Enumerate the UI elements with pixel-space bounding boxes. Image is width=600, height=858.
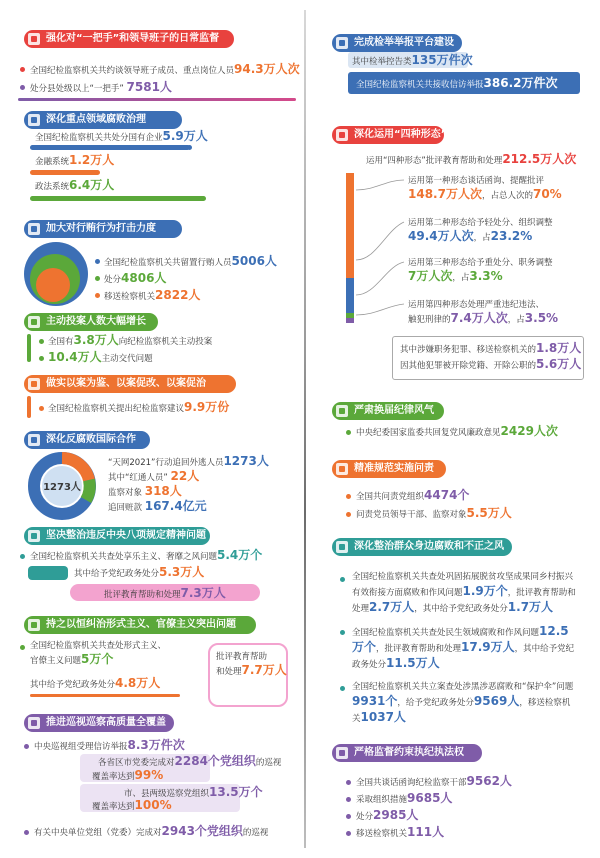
fugitive-donut (26, 450, 98, 522)
stat-line: 中央巡视组受理信访举报8.3万件次 (34, 738, 185, 752)
stat-line: 全国共问责党组织4474个 (356, 488, 470, 502)
section-title: 精准规范实施问责 (354, 463, 434, 474)
section-title: 深化运用“四种形态” (354, 129, 448, 140)
stat-line: 运用第四种形态处理严重违纪违法、 (408, 300, 545, 310)
bullet-dot (95, 293, 100, 298)
section-title: 严肃换届纪律风气 (354, 405, 434, 416)
bullet-dot (20, 85, 25, 90)
stat-line: 全国纪检监察机关共查处形式主义、 (30, 641, 167, 651)
stat-line: 监察对象 318人 (108, 484, 182, 498)
bar-soe (30, 145, 190, 150)
bullet-dot (20, 645, 25, 650)
section-icon (28, 530, 40, 542)
bullet-dot (39, 406, 44, 411)
section-title: 严格监督约束执纪执法权 (354, 747, 464, 758)
section-title: 主动投案人数大幅增长 (46, 316, 146, 327)
stat-paragraph: 全国纪检监察机关共查处民生领域腐败和作风问题12.5万个，批评教育帮助和处理17.9万人，其中给予党纪政务处分11.5万人 (352, 624, 575, 670)
stat-line: 其中给予党纪政务处分4.8万人 (30, 676, 161, 690)
bullet-dot (24, 830, 29, 835)
stat-line: 49.4万人次，占23.2% (408, 229, 533, 243)
stat-line: 运用第三种形态给予重处分、职务调整 (408, 258, 553, 268)
section-header-eight-rules (24, 527, 210, 545)
segment-form-1 (346, 173, 354, 278)
stat-line: 有关中央单位党组（党委）完成对2943个党组织的巡视 (34, 824, 269, 838)
bullet-dot (39, 339, 44, 344)
bullet-dot (20, 554, 25, 559)
section-icon (28, 434, 40, 446)
section-title: 深化整治群众身边腐败和不正之风 (354, 541, 504, 552)
section-icon (28, 717, 40, 729)
bar-disciplined (30, 694, 180, 697)
section-title: 持之以恒纠治形式主义、官僚主义突出问题 (46, 619, 236, 630)
stat-line: 运用第一种形态谈话函询、提醒批评 (408, 176, 545, 186)
section-header-formalism (24, 616, 256, 634)
bullet-dot (346, 430, 351, 435)
bullet-dot (346, 831, 351, 836)
stat-line: “天网2021”行动追回外逃人员1273人 (108, 454, 269, 468)
section-title: 推进巡视巡察高质量全覆盖 (46, 717, 166, 728)
section-header-election-discipline (332, 402, 444, 420)
donut-segment (86, 480, 90, 500)
stat-line: 各省区市党委完成对2284个党组织的巡视 (98, 754, 282, 768)
donut-label: 1273人 (43, 482, 81, 493)
bullet-dot (95, 259, 100, 264)
stat-line: 其中给予党纪政务处分5.3万人 (74, 565, 205, 579)
four-forms-stacked-bar (346, 173, 354, 323)
stat-line: 全国纪检监察机关共接收信访举报386.2万件次 (356, 76, 558, 90)
section-header-surrender (24, 313, 158, 331)
segment-form-4 (346, 318, 354, 323)
bar-disciplined (28, 566, 68, 580)
stat-line: 全国纪检监察机关提出纪检监察建议9.9万份 (48, 400, 230, 414)
stat-line: 全国有3.8万人向纪检监察机关主动投案 (48, 333, 213, 347)
stat-line: 追回赃款 167.4亿元 (108, 499, 207, 513)
bullet-dot (346, 797, 351, 802)
section-title: 强化对“一把手”和领导班子的日常监督 (46, 33, 220, 44)
bullet-dot (346, 512, 351, 517)
bar-end-dot (187, 145, 192, 150)
section-icon (28, 114, 40, 126)
stat-line: 10.4万人主动交代问题 (48, 350, 153, 364)
section-header-case-lessons (24, 375, 236, 393)
section-icon (336, 405, 348, 417)
section-icon (336, 129, 348, 141)
section-title: 深化重点领域腐败治理 (46, 114, 146, 125)
stat-line: 处分4806人 (104, 271, 167, 285)
stat-line: 运用第二种形态给予轻处分、组织调整 (408, 218, 553, 228)
section-title: 加大对行贿行为打击力度 (46, 223, 156, 234)
bubble-line: 批评教育帮助 (216, 652, 268, 662)
section-title: 完成检举举报平台建设 (354, 37, 454, 48)
section-title: 深化反腐败国际合作 (46, 434, 136, 445)
bar-finance (30, 170, 100, 175)
section-icon (336, 541, 348, 553)
bullet-dot (346, 780, 351, 785)
stat-line: 移送检察机关2822人 (104, 288, 201, 302)
bullet-dot (20, 67, 25, 72)
section-icon (28, 619, 40, 631)
stat-line: 移送检察机关111人 (356, 825, 445, 839)
bullet-dot (39, 356, 44, 361)
stat-line: 处分2985人 (356, 808, 419, 822)
bullet-dot (346, 814, 351, 819)
stat-line: 覆盖率达到99% (92, 768, 164, 782)
section-icon (28, 223, 40, 235)
accent-bar (18, 98, 296, 101)
bullet-dot (95, 276, 100, 281)
stat-line: 覆盖率达到100% (92, 798, 172, 812)
stat-line: 因其他犯罪被开除党籍、开除公职的5.6万人 (400, 357, 582, 371)
stat-line: 全国纪检监察机关共留置行贿人员5006人 (104, 254, 277, 268)
stat-line: 其中涉嫌职务犯罪、移送检察机关的1.8万人 (400, 341, 582, 355)
section-header-accountability (332, 460, 446, 478)
section-icon (28, 316, 40, 328)
section-header-bribery (24, 220, 182, 238)
section-header-key-areas (24, 111, 182, 129)
bubble-line: 和处理7.7万人 (216, 663, 287, 677)
stat-line: 全国纪检监察机关共查处享乐主义、奢靡之风问题5.4万个 (30, 548, 263, 562)
section-header-intl-coop (24, 431, 150, 449)
stat-line: 批评教育帮助和处理7.3万人 (104, 586, 226, 600)
bullet-dot (340, 686, 345, 691)
stat-line: 运用“四种形态”批评教育帮助和处理212.5万人次 (366, 152, 577, 166)
circle-inner (36, 268, 70, 302)
section-icon (28, 378, 40, 390)
section-header-inspection (24, 714, 174, 732)
stat-line: 其中检举控告类135万件次 (352, 53, 473, 67)
stat-line: 全国纪检监察机关共处分国有企业5.9万人 (35, 129, 208, 143)
stat-line: 市、县两级巡察党组织13.5万个 (124, 785, 263, 799)
stat-line: 全国纪检监察机关共约谈领导班子成员、重点岗位人员94.3万人次 (30, 62, 300, 76)
bullet-dot (340, 577, 345, 582)
section-icon (336, 747, 348, 759)
section-header-daily-supervision (24, 30, 234, 48)
section-header-grassroots (332, 538, 512, 556)
stat-line: 中央纪委国家监委共回复党风廉政意见2429人次 (356, 424, 558, 438)
stat-line: 其中“红通人员” 22人 (108, 469, 200, 483)
section-title: 坚决整治违反中央八项规定精神问题 (46, 530, 206, 541)
center-divider (304, 10, 306, 848)
stat-line: 采取组织措施9685人 (356, 791, 453, 805)
stat-line: 148.7万人次，占总人次的70% (408, 187, 562, 201)
connector-lines (356, 170, 406, 330)
accent-bar (27, 396, 31, 418)
stat-line: 官僚主义问题5万个 (30, 652, 114, 666)
section-header-power-supervision (332, 744, 482, 762)
section-icon (336, 463, 348, 475)
stat-line: 7万人次，占3.3% (408, 269, 503, 283)
bullet-dot (24, 744, 29, 749)
stat-line: 处分县处级以上“一把手” 7581人 (30, 80, 172, 94)
bullet-dot (346, 494, 351, 499)
section-icon (336, 37, 348, 49)
section-title: 做实以案为鉴、以案促改、以案促治 (46, 378, 206, 389)
bar-politics-law (30, 196, 206, 201)
stat-paragraph: 全国纪检监察机关共查处巩固拓展脱贫攻坚成果同乡村振兴有效衔接方面腐败和作风问题1.9万个，批评教育帮助和处理2.7万人，其中给予党纪政务处分1.7万人 (352, 572, 576, 614)
stat-line: 全国共谈话函询纪检监察干部9562人 (356, 774, 512, 788)
bullet-dot (340, 630, 345, 635)
stat-line: 问责党员领导干部、监察对象5.5万人 (356, 506, 512, 520)
accent-bar (27, 334, 31, 362)
section-icon (28, 33, 40, 45)
stat-line: 触犯刑律的7.4万人次，占3.5% (408, 311, 559, 325)
section-header-report-platform (332, 34, 462, 52)
stat-line: 金融系统1.2万人 (35, 153, 115, 167)
stat-paragraph: 全国纪检监察机关共立案查处涉黑涉恶腐败和“保护伞”问题9931个，给予党纪政务处分9569人，移送检察机关1037人 (352, 682, 574, 724)
segment-form-2 (346, 278, 354, 313)
stat-line: 政法系统6.4万人 (35, 178, 115, 192)
section-header-four-forms (332, 126, 448, 144)
